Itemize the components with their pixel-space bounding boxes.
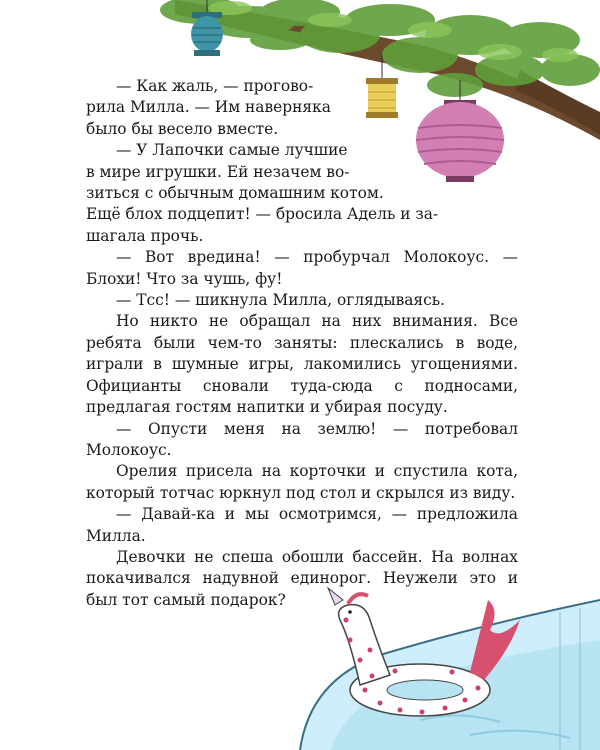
story-paragraph: — Тсс! — шикнула Милла, оглядываясь. [116,291,446,310]
story-text [86,76,518,611]
story-paragraph: Но никто не обращал на них внимания. Все ребята были чем-то заняты: плескались в воде, играли в шумные игры, лакомились угощениями. Официанты сновали туда-сюда с подносами, предлагая гостям напитки и убирая посуду. [86,312,518,417]
story-line: шагала прочь. [86,226,204,245]
story-line: — У Лапочки самые лучшие [116,141,348,160]
story-line: Ещё блох подцепит! — бросила Адель и за- [86,205,439,224]
story-line: рила Милла. — Им наверняка [86,98,331,117]
story-line: было бы весело вместе. [86,119,279,138]
story-paragraph: Орелия присела на корточки и спустила кота, который тотчас юркнул под стол и скрылся из виду. [86,462,518,502]
story-paragraph: — Давай-ка и мы осмотримся, — предложила Милла. [86,505,518,545]
story-paragraph: — Вот вредина! — пробурчал Молокоус. — Блохи! Что за чушь, фу! [86,248,518,288]
story-line: в мире игрушки. Ей незачем во- [86,162,350,181]
story-line: — Как жаль, — прогово- [116,77,314,95]
story-paragraph: Девочки не спеша обошли бассейн. На волнах покачивался надувной единорог. Неужели это и был тот самый подарок? [86,547,518,609]
story-paragraph: — Опусти меня на землю! — потребовал Молокоус. [86,419,518,459]
story-line: зиться с обычным домашним котом. [86,184,384,203]
